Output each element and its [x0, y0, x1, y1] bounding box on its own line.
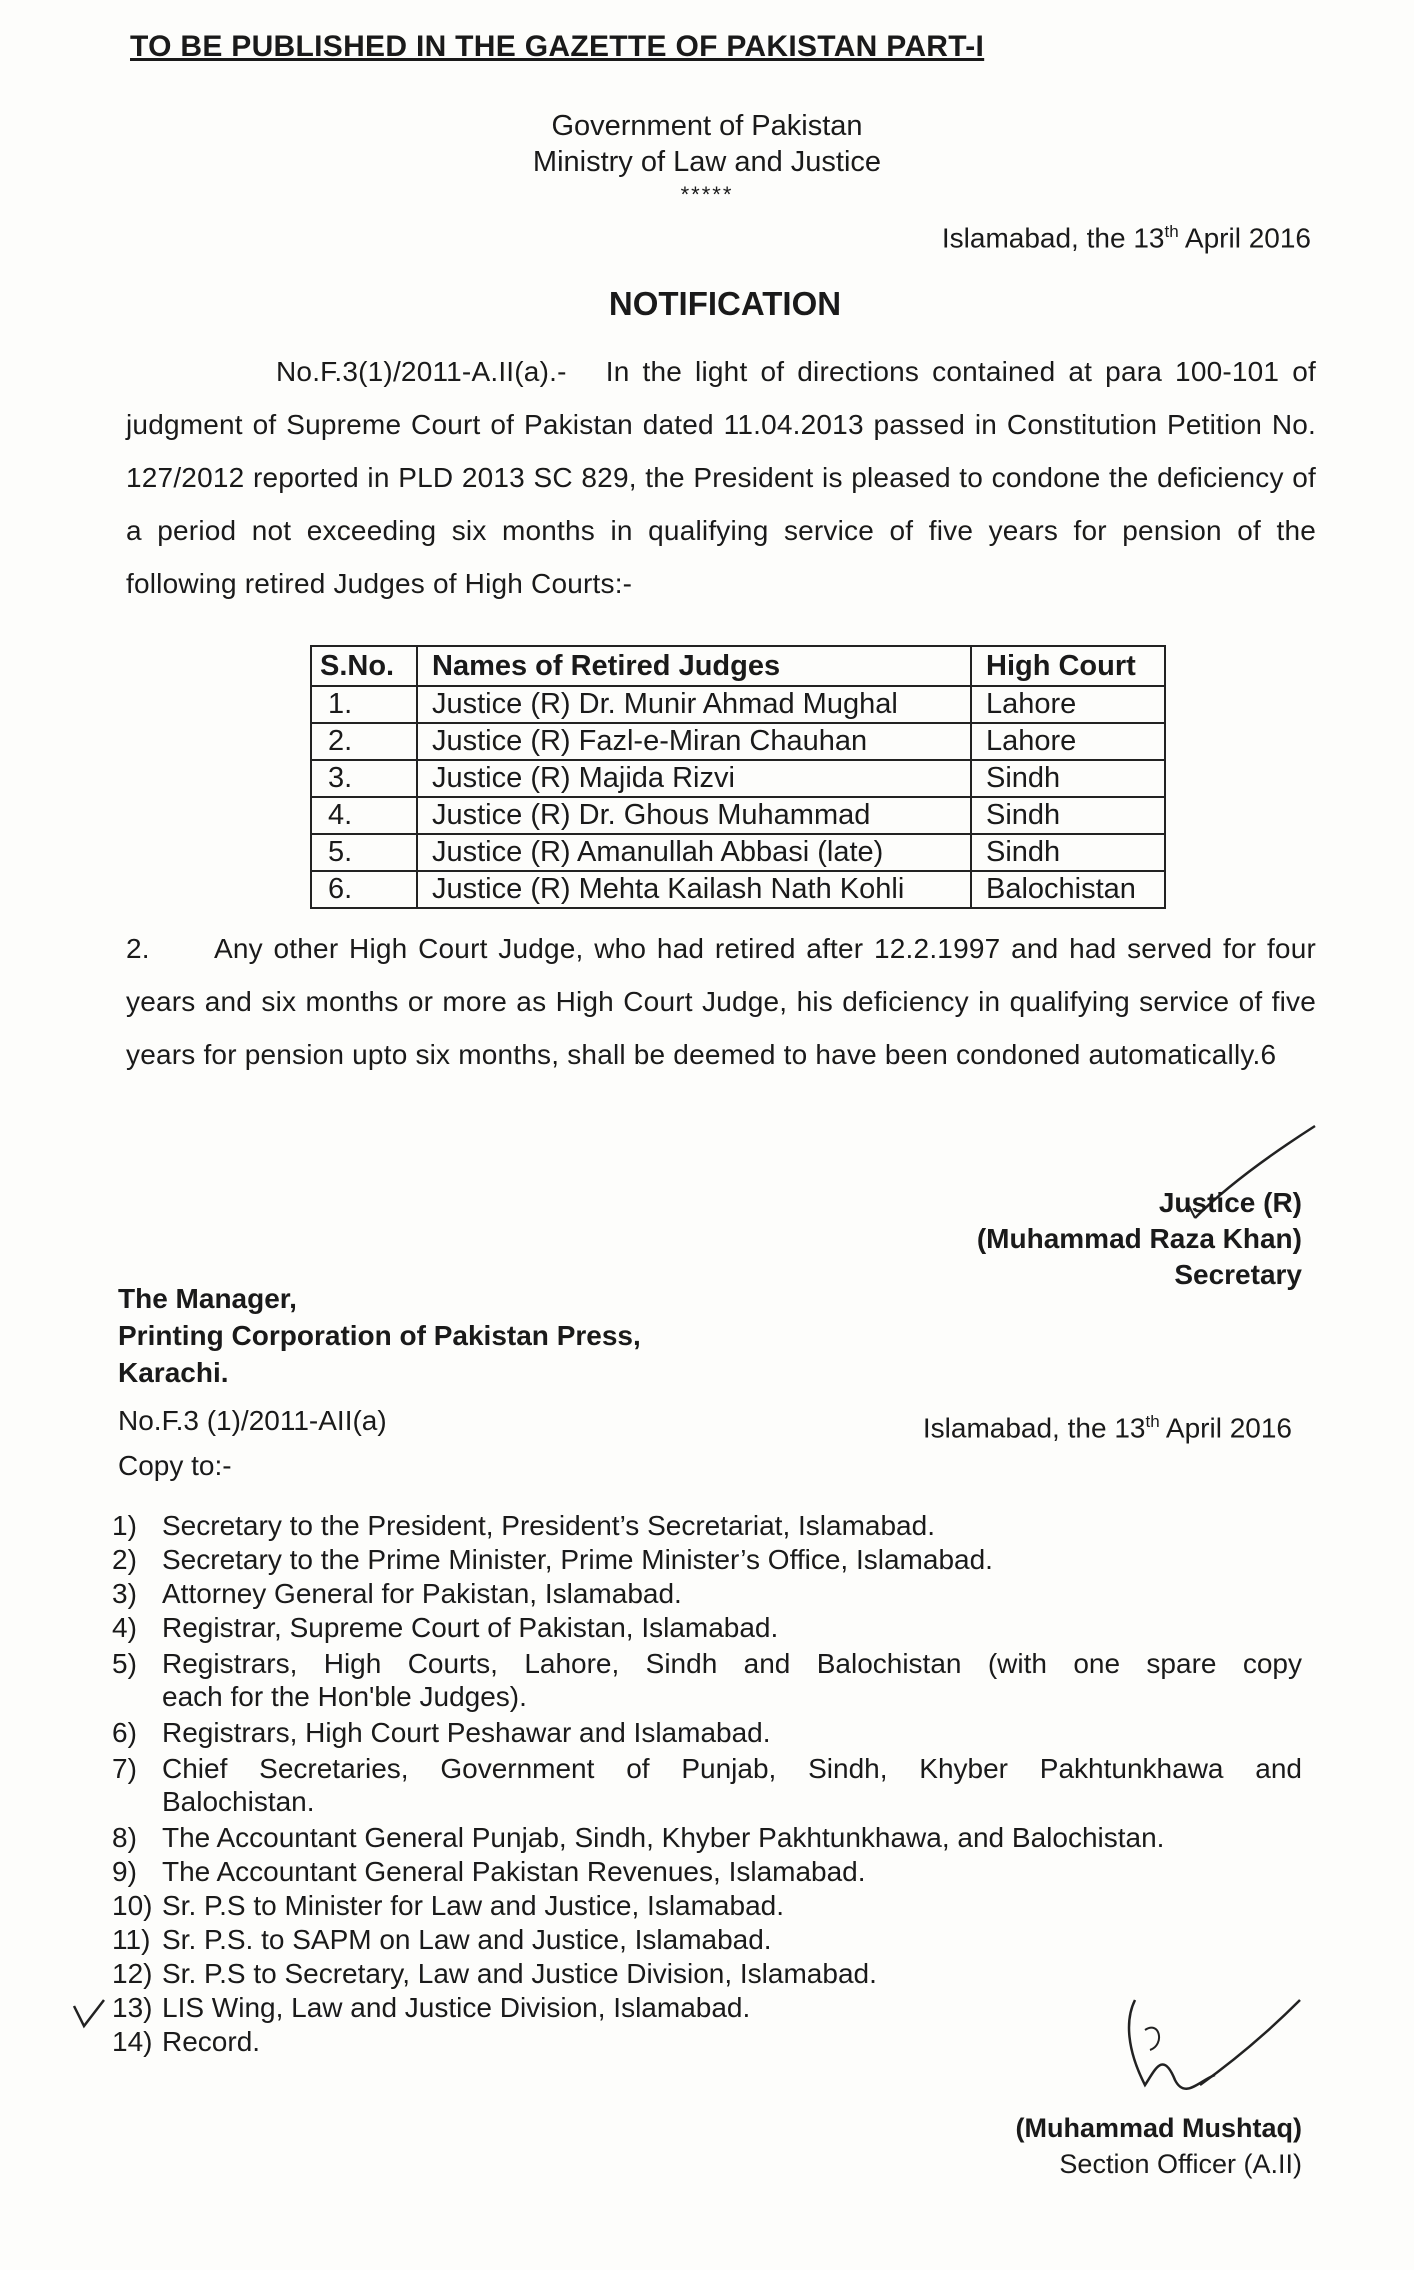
paragraph-1-text: In the light of directions contained at para 100-101 of judgment of Supreme Court of Pakistan dated 11.04.2013 passed in Constitution Petition No. 127/2012 reported in PLD 2013 SC 829, the President is pleased to condone the deficiency of a period not exceeding six months in qualifying service of five years for pension of the following retired Judges of High Courts:- — [126, 356, 1316, 599]
signatory-1-designation: Secretary — [1174, 1259, 1302, 1290]
row-judge-name: Justice (R) Dr. Ghous Muhammad — [417, 797, 971, 834]
row-sno: 5. — [311, 834, 417, 871]
row-sno: 3. — [311, 760, 417, 797]
row-judge-name: Justice (R) Amanullah Abbasi (late) — [417, 834, 971, 871]
addressee-block — [118, 1280, 641, 1391]
paragraph-2 — [126, 922, 1316, 1081]
row-high-court: Sindh — [971, 760, 1165, 797]
row-sno: 4. — [311, 797, 417, 834]
signatory-2-block — [1016, 2110, 1303, 2182]
row-judge-name: Justice (R) Dr. Munir Ahmad Mughal — [417, 686, 971, 723]
signatory-1-title: Justice (R) — [1158, 1187, 1302, 1218]
notification-title: NOTIFICATION — [608, 285, 842, 322]
table-row — [311, 834, 1165, 871]
row-judge-name: Justice (R) Majida Rizvi — [417, 760, 971, 797]
row-judge-name: Justice (R) Mehta Kailash Nath Kohli — [417, 871, 971, 908]
paragraph-2-text: Any other High Court Judge, who had retired after 12.2.1997 and had served for four years and six months or more as High Court Judge, his deficiency in qualifying service of five years for pension upto six months, shall be deemed to have been condoned automatically.6 — [126, 933, 1316, 1070]
row-high-court: Balochistan — [971, 871, 1165, 908]
notification-reference: No.F.3(1)/2011-A.II(a).- — [276, 356, 567, 387]
signatory-1-name: (Muhammad Raza Khan) — [976, 1223, 1302, 1254]
judges-table-wrap — [310, 645, 1166, 909]
row-high-court: Lahore — [971, 723, 1165, 760]
table-row — [311, 871, 1165, 908]
copy-date: Islamabad, the 13th April 2016 — [922, 1412, 1292, 1444]
row-high-court: Sindh — [971, 834, 1165, 871]
copy-reference: No.F.3 (1)/2011-AII(a) — [118, 1405, 387, 1436]
paragraph-2-number: 2. — [126, 933, 150, 964]
table-header-row — [311, 646, 1165, 686]
row-sno: 1. — [311, 686, 417, 723]
addressee-line-3: Karachi. — [118, 1357, 229, 1388]
tick-mark-icon — [70, 1996, 110, 2032]
ministry-line: Ministry of Law and Justice — [532, 146, 882, 178]
notification-date: Islamabad, the 13th April 2016 — [941, 222, 1311, 254]
table-row — [311, 686, 1165, 723]
stars-divider: ***** — [680, 182, 734, 207]
row-sno: 6. — [311, 871, 417, 908]
row-high-court: Sindh — [971, 797, 1165, 834]
signature-2-scribble — [1105, 1990, 1305, 2110]
table-row — [311, 797, 1165, 834]
signatory-2-name: (Muhammad Mushtaq) — [1015, 2113, 1302, 2143]
addressee-line-2: Printing Corporation of Pakistan Press, — [118, 1320, 641, 1351]
table-row — [311, 723, 1165, 760]
paragraph-1 — [126, 345, 1316, 610]
col-header-name: Names of Retired Judges — [417, 646, 971, 686]
judges-table — [310, 645, 1166, 909]
signatory-2-designation: Section Officer (A.II) — [1059, 2149, 1302, 2179]
gazette-heading: TO BE PUBLISHED IN THE GAZETTE OF PAKISTAN PART-I — [130, 30, 985, 63]
copy-to-label: Copy to:- — [118, 1450, 232, 1481]
table-row — [311, 760, 1165, 797]
signatory-1-block — [977, 1185, 1302, 1293]
government-line: Government of Pakistan — [551, 110, 863, 142]
row-sno: 2. — [311, 723, 417, 760]
addressee-line-1: The Manager, — [118, 1283, 297, 1314]
col-header-court: High Court — [971, 646, 1165, 686]
row-high-court: Lahore — [971, 686, 1165, 723]
col-header-sno: S.No. — [311, 646, 417, 686]
row-judge-name: Justice (R) Fazl-e-Miran Chauhan — [417, 723, 971, 760]
